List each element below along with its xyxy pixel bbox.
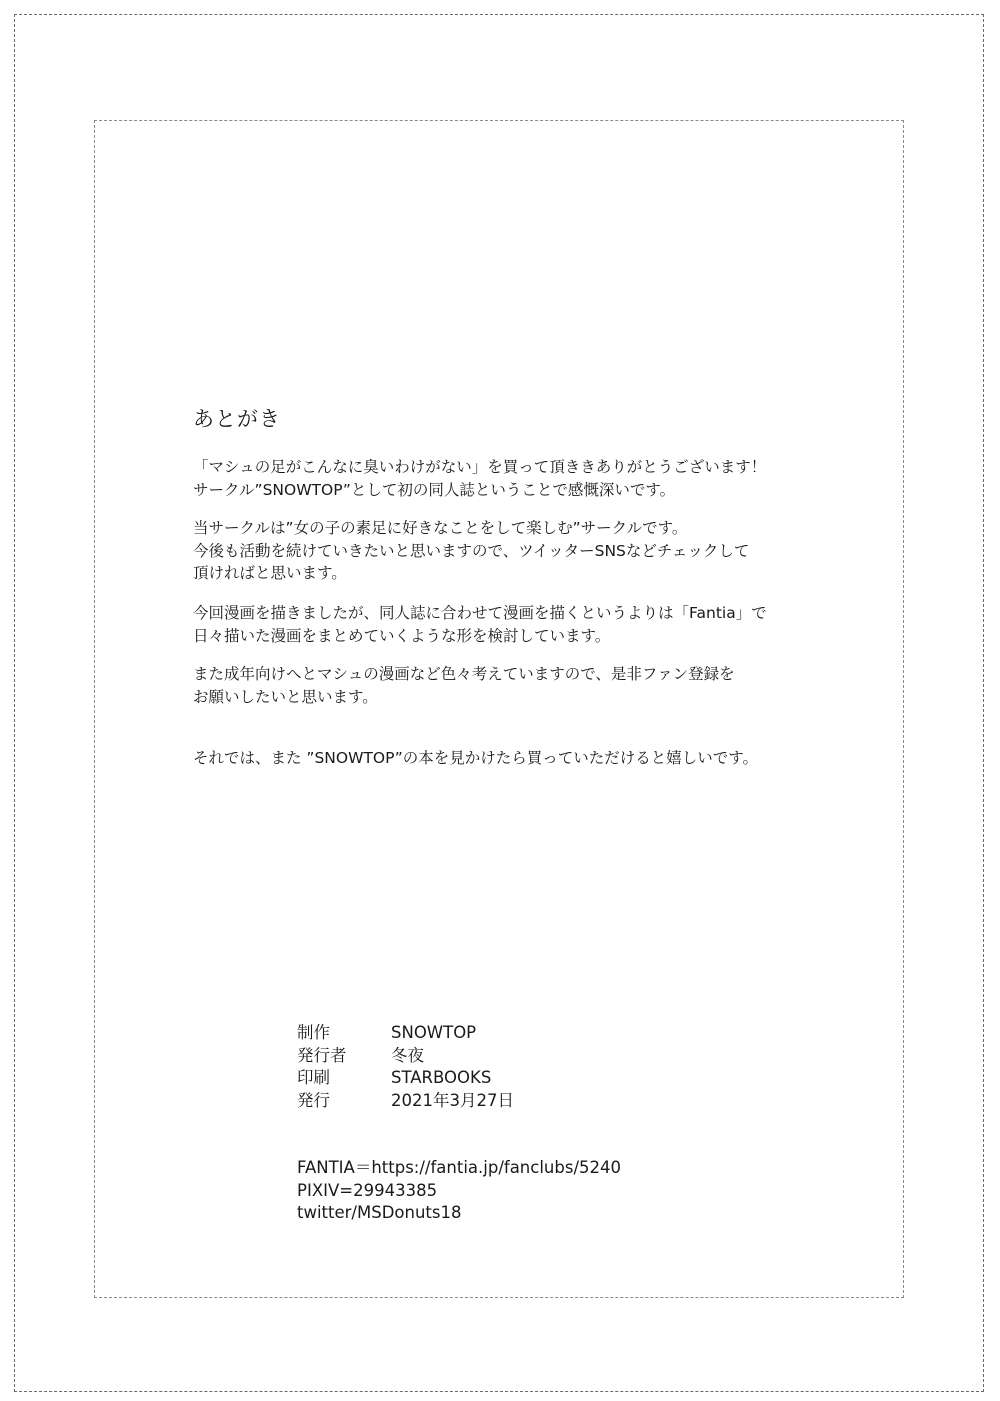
paragraph-line: 今後も活動を続けていきたいと思いますので、ツイッターSNSなどチェックして <box>193 541 750 560</box>
colophon-value: 冬夜 <box>391 1045 424 1065</box>
paragraph-line: 頂ければと思います。 <box>193 564 347 582</box>
paragraph-line: サークル”SNOWTOP”として初の同人誌ということで感慨深いです。 <box>193 480 676 499</box>
colophon-label: 制作 <box>297 1023 330 1042</box>
colophon-label: 発行者 <box>297 1045 347 1065</box>
colophon-row-production <box>297 1022 514 1045</box>
colophon-row-printer <box>297 1067 514 1090</box>
colophon-value: 2021年3月27日 <box>391 1090 514 1110</box>
colophon-value: SNOWTOP <box>391 1023 477 1042</box>
paragraph-thanks <box>193 456 766 501</box>
paragraph-line: 「マシュの足がこんなに臭いわけがない」を買って頂ききありがとうございます！ <box>193 458 767 476</box>
colophon-label: 発行 <box>297 1090 330 1110</box>
twitter-handle: twitter/MSDonuts18 <box>297 1203 462 1222</box>
inner-content-frame <box>94 120 904 1298</box>
fantia-link: FANTIA＝https://fantia.jp/fanclubs/5240 <box>297 1158 621 1177</box>
contact-links <box>297 1157 621 1225</box>
paragraph-line: お願いしたいと思います。 <box>193 687 378 706</box>
colophon-row-publisher <box>297 1045 514 1068</box>
colophon <box>297 1022 514 1112</box>
paragraph-line: 日々描いた漫画をまとめていくような形を検討しています。 <box>193 626 611 645</box>
colophon-value: STARBOOKS <box>391 1068 492 1087</box>
colophon-row-date <box>297 1090 514 1113</box>
paragraph-line: 当サークルは”女の子の素足に好きなことをして楽しむ”サークルです。 <box>193 519 688 537</box>
paragraph-line: 今回漫画を描きましたが、同人誌に合わせて漫画を描くというよりは「Fantia」で <box>193 604 767 622</box>
paragraph-line: それでは、また ”SNOWTOP”の本を見かけたら買っていただけると嬉しいです。 <box>193 749 759 767</box>
paragraph-future <box>193 663 735 708</box>
paragraph-line: また成年向けへとマシュの漫画など色々考えていますので、是非ファン登録を <box>193 665 735 683</box>
colophon-label: 印刷 <box>297 1068 330 1087</box>
paragraph-manga-plans <box>193 602 767 647</box>
afterword-title: あとがき <box>193 407 281 431</box>
paragraph-closing <box>193 747 758 770</box>
paragraph-circle-intro <box>193 517 749 585</box>
pixiv-id: PIXIV=29943385 <box>297 1180 438 1200</box>
